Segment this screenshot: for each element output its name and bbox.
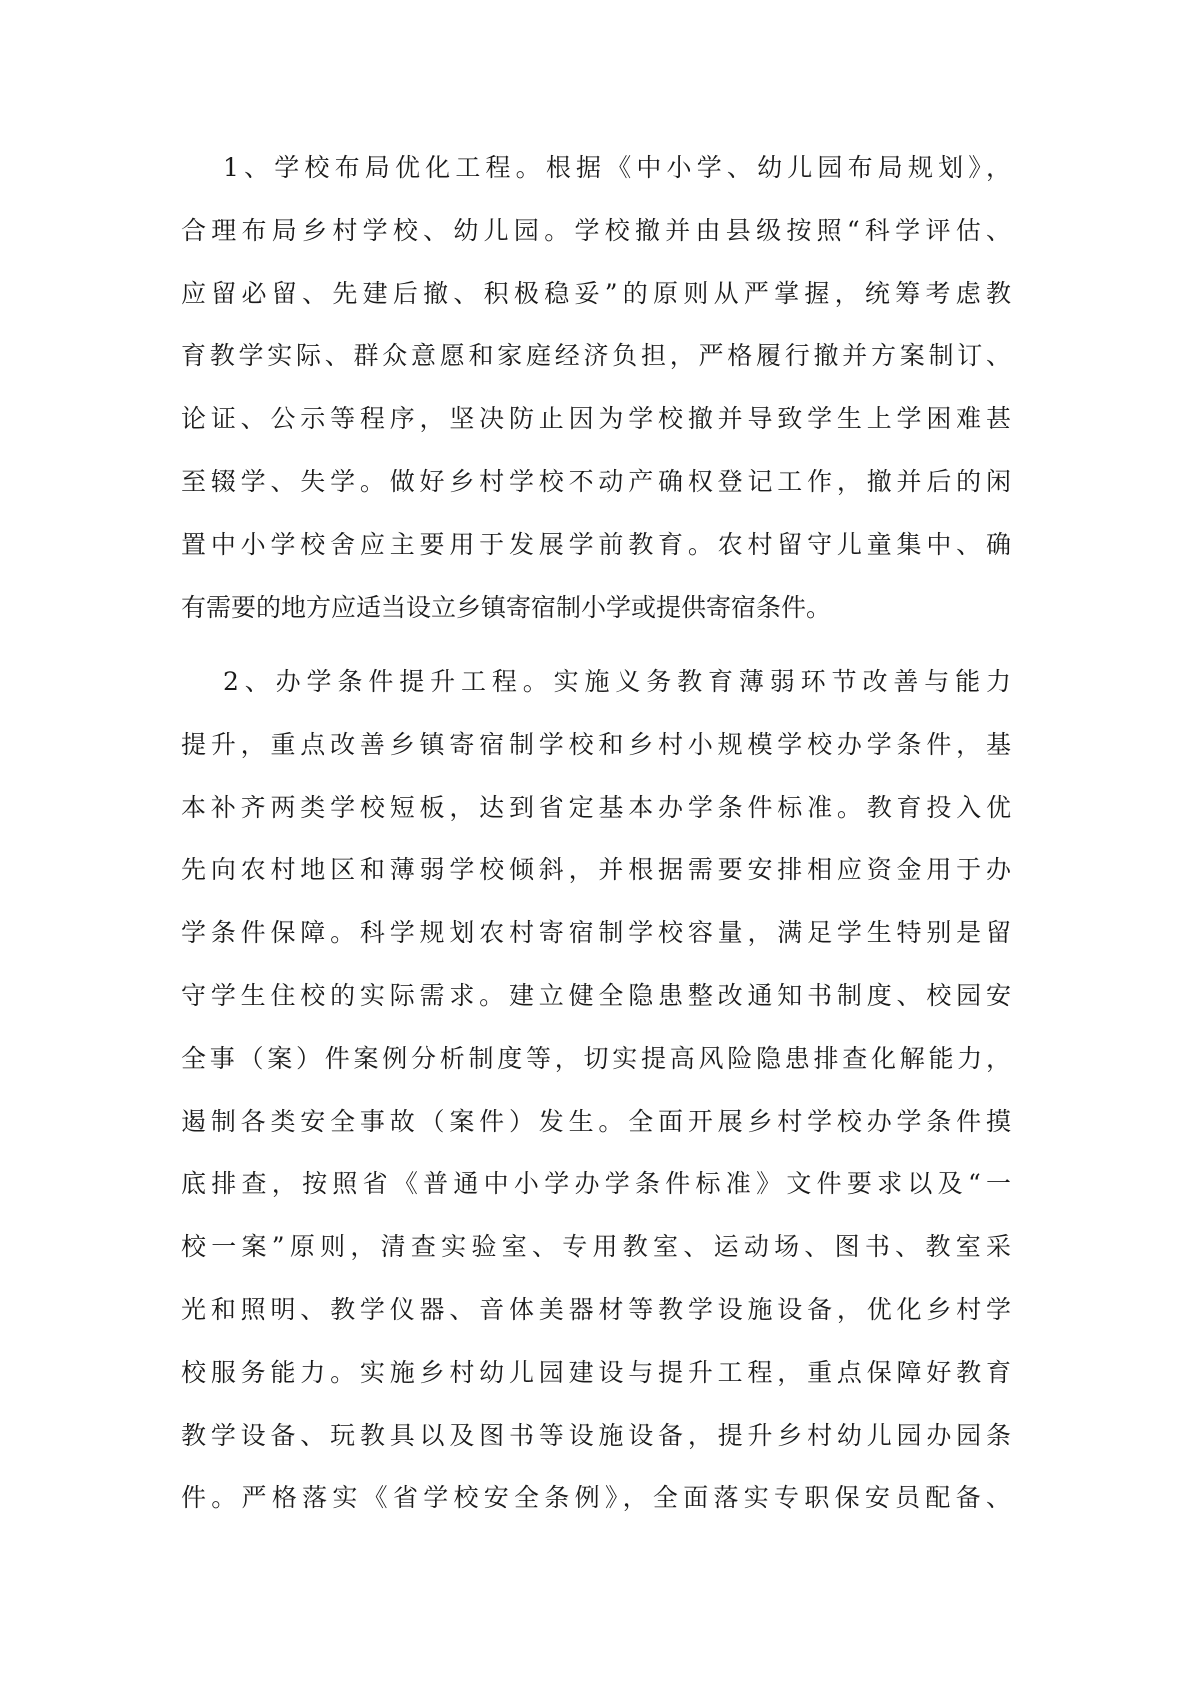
- paragraph-line: 应留必留、先建后撤、积极稳妥”的原则从严掌握，统筹考虑教: [181, 278, 1011, 308]
- paragraph-line: 底排查，按照省《普通中小学办学条件标准》文件要求以及“一: [181, 1169, 1011, 1199]
- paragraph-line: 提升，重点改善乡镇寄宿制学校和乡村小规模学校办学条件，基: [181, 729, 1011, 759]
- paragraph-line: 2、办学条件提升工程。实施义务教育薄弱环节改善与能力: [223, 667, 1011, 696]
- paragraph-line: 有需要的地方应适当设立乡镇寄宿制小学或提供寄宿条件。: [181, 592, 832, 622]
- paragraph-line: 光和照明、教学仪器、音体美器材等教学设施设备，优化乡村学: [181, 1294, 1011, 1324]
- paragraph-line: 教学设备、玩教具以及图书等设施设备，提升乡村幼儿园办园条: [181, 1420, 1011, 1450]
- paragraph-line: 校一案”原则，清查实验室、专用教室、运动场、图书、教室采: [181, 1232, 1011, 1262]
- paragraph-school-conditions-improvement: [181, 651, 1011, 1530]
- paragraph-line: 全事（案）件案例分析制度等，切实提高风险隐患排查化解能力，: [181, 1043, 1011, 1073]
- paragraph-line: 本补齐两类学校短板，达到省定基本办学条件标准。教育投入优: [181, 792, 1011, 822]
- paragraph-line: 校服务能力。实施乡村幼儿园建设与提升工程，重点保障好教育: [181, 1357, 1011, 1387]
- paragraph-line: 论证、公示等程序，坚决防止因为学校撤并导致学生上学困难甚: [181, 404, 1011, 434]
- paragraph-line: 至辍学、失学。做好乡村学校不动产确权登记工作，撤并后的闲: [181, 466, 1011, 496]
- paragraph-line: 守学生住校的实际需求。建立健全隐患整改通知书制度、校园安: [181, 980, 1011, 1010]
- paragraph-line: 先向农村地区和薄弱学校倾斜，并根据需要安排相应资金用于办: [181, 855, 1011, 885]
- paragraph-line: 件。严格落实《省学校安全条例》，全面落实专职保安员配备、: [181, 1483, 1011, 1513]
- paragraph-line: 学条件保障。科学规划农村寄宿制学校容量，满足学生特别是留: [181, 918, 1011, 948]
- paragraph-line: 置中小学校舍应主要用于发展学前教育。农村留守儿童集中、确: [181, 529, 1011, 559]
- paragraph-line: 遏制各类安全事故（案件）发生。全面开展乡村学校办学条件摸: [181, 1106, 1011, 1136]
- paragraph-school-layout-optimization: [181, 137, 1011, 639]
- paragraph-line: 1、学校布局优化工程。根据《中小学、幼儿园布局规划》，: [223, 153, 1011, 182]
- paragraph-line: 育教学实际、群众意愿和家庭经济负担，严格履行撤并方案制订、: [181, 341, 1011, 371]
- paragraph-line: 合理布局乡村学校、幼儿园。学校撤并由县级按照“科学评估、: [181, 215, 1011, 245]
